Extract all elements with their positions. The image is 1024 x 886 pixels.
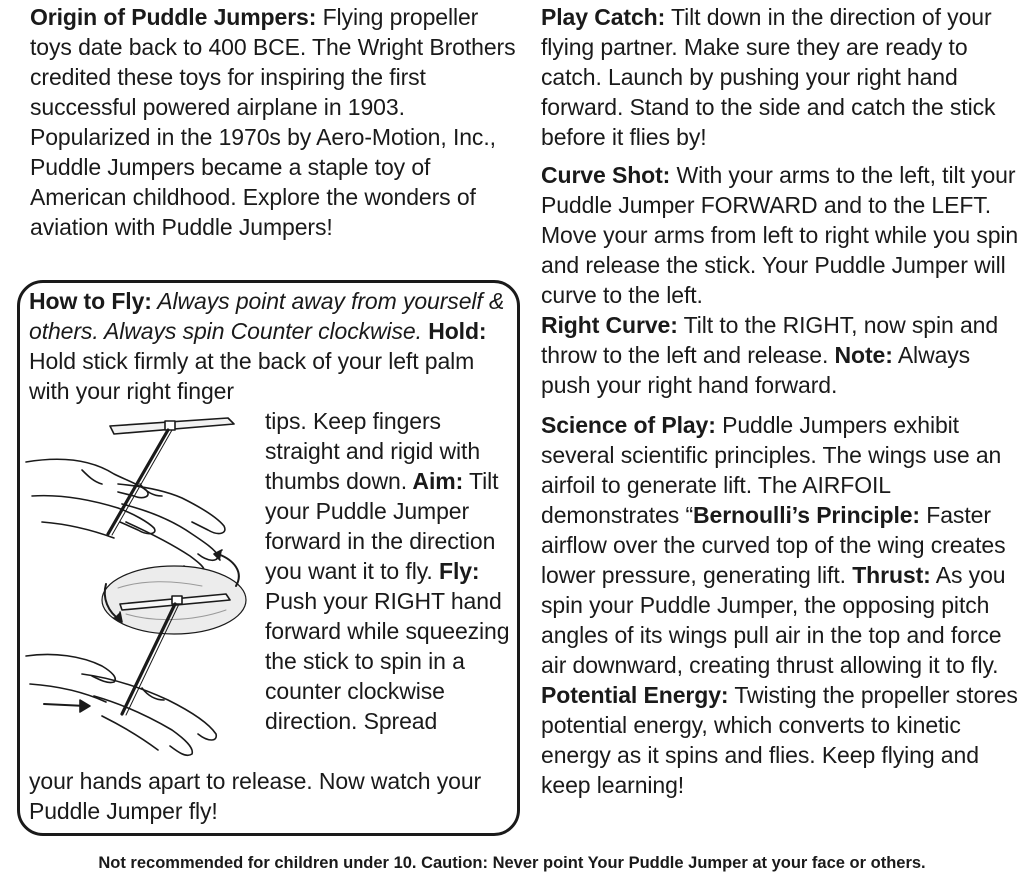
how-to-fly-intro [29, 286, 519, 406]
origin-body: Flying propeller toys date back to 400 BCE. The Wright Brothers credited these toys for inspiring the first successful powered airplane in 1903. Popularized in the 1970s by Aero-Motion, Inc., Puddle Jumpers became a staple toy of American childhood. Explore the wonders of aviation with Puddle Jumpers! [30, 4, 516, 240]
curve-shot-section [541, 160, 1019, 400]
origin-title: Origin of Puddle Jumpers: [30, 4, 317, 30]
curve-shot-title: Curve Shot: [541, 162, 671, 188]
fly-title: Fly: [432, 558, 480, 584]
fly-body: Push your RIGHT hand forward while squeezing the stick to spin in a counter clockwise direction. Spread [265, 588, 510, 734]
hands-launch-illustration [22, 404, 262, 769]
thrust-title: Thrust: [845, 562, 931, 588]
spinning-propeller-icon [102, 566, 246, 715]
note-body: Always push your right hand forward. [541, 342, 971, 398]
play-catch-title: Play Catch: [541, 4, 666, 30]
science-title: Science of Play: [541, 412, 716, 438]
play-catch-section [541, 2, 1019, 152]
push-arrow-icon [44, 700, 90, 712]
how-to-fly-steps [265, 406, 515, 736]
thrust-body: As you spin your Puddle Jumper, the opposing pitch angles of its wings pull air in the top and force air downward, creating thrust allowing it to fly. [541, 562, 1006, 678]
aim-title: Aim: [407, 468, 464, 494]
bernoulli-title: Bernoulli’s Principle: [693, 502, 920, 528]
origin-section [30, 2, 516, 242]
note-title: Note: [828, 342, 893, 368]
play-catch-body: Tilt down in the direction of your flying partner. Make sure they are ready to catch. Launch by pushing your right hand forward. Stand to the side and catch the stick before it flies by! [541, 4, 996, 150]
curve-shot-body: With your arms to the left, tilt your Puddle Jumper FORWARD and to the LEFT. Move your arms from left to right while you spin and release the stick. Your Puddle Jumper will curve to the left. [541, 162, 1019, 308]
aim-body: Tilt your Puddle Jumper forward in the direction you want it to fly. [265, 468, 499, 584]
right-curve-title: Right Curve: [541, 312, 678, 338]
caution-footer: Not recommended for children under 10. Caution: Never point Your Puddle Jumper at your face or others. [98, 854, 926, 872]
bernoulli-body: Faster airflow over the curved top of the wing creates lower pressure, generating lift. [541, 502, 1006, 588]
hold-body: Hold stick firmly at the back of your left palm with your right finger [29, 348, 475, 404]
science-section [541, 410, 1019, 800]
right-curve-body: Tilt to the RIGHT, now spin and throw to the left and release. [541, 312, 999, 368]
hold-title: Hold: [421, 318, 487, 344]
potential-energy-body: Twisting the propeller stores potential energy, which converts to kinetic energy as it spins and flies. Keep flying and keep learning! [541, 682, 1018, 798]
potential-energy-title: Potential Energy: [541, 682, 729, 708]
how-to-fly-warning: Always point away from yourself & others. Always spin Counter clockwise. [29, 288, 505, 344]
how-to-fly-title: How to Fly: [29, 288, 152, 314]
science-body: Puddle Jumpers exhibit several scientific principles. The wings use an airfoil to generate lift. The AIRFOIL demonstrates “ [541, 412, 1002, 528]
hold-continued: tips. Keep fingers straight and rigid with thumbs down. [265, 408, 481, 494]
how-to-fly-ending: your hands apart to release. Now watch your Puddle Jumper fly! [29, 768, 482, 824]
